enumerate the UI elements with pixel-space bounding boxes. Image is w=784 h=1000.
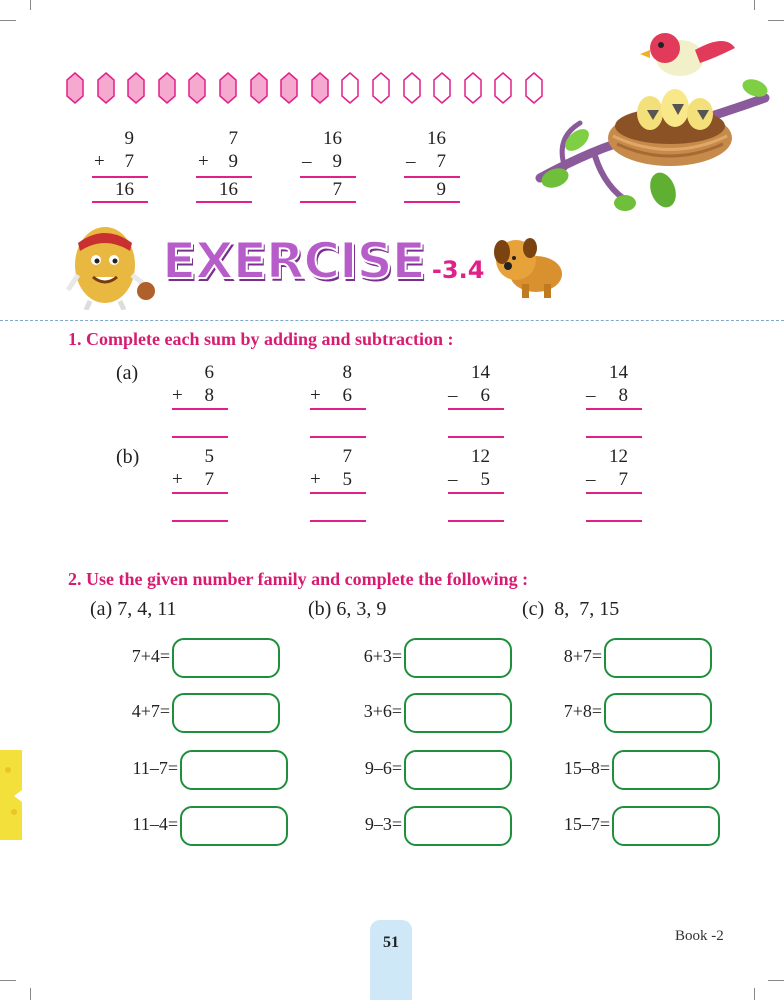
hexagon-empty [464,72,482,104]
sum-operator: – [586,385,596,406]
example-result: 7 [332,179,342,200]
equation-label: 3+6= [363,701,402,721]
sum-operator: + [310,385,321,406]
example-answer-line [196,201,252,203]
book-label: Book -2 [675,928,724,944]
hexagon-filled [66,72,84,104]
hexagon-empty [341,72,359,104]
sum-bottom-number: 6 [480,385,490,406]
sum-bottom-number: 8 [204,385,214,406]
answer-box[interactable] [404,806,512,846]
family-a: (a) 7, 4, 11 [90,598,177,620]
exercise-number: -3.4 [431,256,485,284]
sum-top-number: 14 [471,362,490,383]
crop-mark [0,20,16,21]
family-b: (b) 6, 3, 9 [308,598,387,620]
sum-top-number: 8 [342,362,352,383]
example-result: 16 [219,179,238,200]
crop-mark [768,20,784,21]
answer-box[interactable] [612,806,720,846]
sum-top-number: 7 [342,446,352,467]
example-answer-line [92,201,148,203]
crop-mark [30,988,31,1000]
q1-row-label: (a) [116,362,139,384]
example-top-number: 7 [228,128,238,149]
page-number: 51 [383,934,399,951]
example-operator: + [94,151,105,172]
answer-box[interactable] [404,693,512,733]
sum-rule [172,492,228,494]
equation-label: 9–3= [364,814,402,834]
equation-label: 15–7= [563,814,610,834]
hexagon-filled [127,72,145,104]
sum-bottom-number: 7 [618,469,628,490]
equation-label: 7+8= [563,701,602,721]
example-rule [92,176,148,178]
page-number-tab [370,920,412,1000]
crop-mark [768,980,784,981]
q1-heading: 1. Complete each sum by adding and subtraction : [68,329,454,349]
crop-mark [0,980,16,981]
sum-rule [310,492,366,494]
hexagon-filled [97,72,115,104]
sum-bottom-number: 8 [618,385,628,406]
sum-operator: – [448,385,458,406]
equation-label: 9–6= [364,758,402,778]
hexagon-empty [494,72,512,104]
sum-operator: – [448,469,458,490]
equation-label: 11–4= [132,814,178,834]
hexagon-filled [250,72,268,104]
sum-answer-line[interactable] [586,436,642,438]
section-divider [0,320,784,321]
example-bottom-number: 7 [124,151,134,172]
hexagon-empty [433,72,451,104]
example-result: 16 [115,179,134,200]
hexagon-filled [188,72,206,104]
equation-label: 6+3= [363,646,402,666]
example-bottom-number: 9 [228,151,238,172]
example-answer-line [404,201,460,203]
sum-answer-line[interactable] [448,436,504,438]
hexagon-filled [280,72,298,104]
sum-operator: + [172,469,183,490]
answer-box[interactable] [404,638,512,678]
crop-mark [30,0,31,10]
sum-operator: + [310,469,321,490]
sum-answer-line[interactable] [172,436,228,438]
example-top-number: 16 [427,128,446,149]
sum-top-number: 12 [471,446,490,467]
equation-label: 11–7= [132,758,178,778]
potato-mascot-illustration [60,215,170,310]
sum-top-number: 12 [609,446,628,467]
equation-label: 7+4= [131,646,170,666]
family-c: (c) 8, 7, 15 [522,598,620,620]
sum-answer-line[interactable] [448,520,504,522]
sum-operator: – [586,469,596,490]
example-bottom-number: 9 [332,151,342,172]
answer-box[interactable] [180,806,288,846]
hexagon-empty [372,72,390,104]
example-rule [196,176,252,178]
sum-bottom-number: 7 [204,469,214,490]
exercise-title-text: EXERCISE [162,232,425,290]
answer-box[interactable] [604,638,712,678]
example-top-number: 16 [323,128,342,149]
q1-row-label: (b) [116,446,140,468]
sum-bottom-number: 5 [342,469,352,490]
example-operator: – [302,151,312,172]
example-result: 9 [436,179,446,200]
sum-rule [448,492,504,494]
sum-rule [448,408,504,410]
answer-box[interactable] [404,750,512,790]
crop-mark [754,988,755,1000]
hexagon-filled [158,72,176,104]
equation-label: 15–8= [563,758,610,778]
example-operator: – [406,151,416,172]
equation-label: 8+7= [563,646,602,666]
sum-bottom-number: 6 [342,385,352,406]
example-rule [300,176,356,178]
sum-answer-line[interactable] [310,520,366,522]
sum-top-number: 14 [609,362,628,383]
hexagon-empty [403,72,421,104]
hexagon-filled [311,72,329,104]
q2-heading: 2. Use the given number family and complete the following : [68,569,529,589]
example-rule [404,176,460,178]
sum-rule [172,408,228,410]
sum-answer-line[interactable] [310,436,366,438]
example-operator: + [198,151,209,172]
sum-top-number: 6 [204,362,214,383]
sum-rule [586,492,642,494]
answer-box[interactable] [604,693,712,733]
example-answer-line [300,201,356,203]
puppy-illustration [488,232,568,302]
answer-box[interactable] [180,750,288,790]
crop-mark [754,0,755,10]
equation-label: 4+7= [131,701,170,721]
exercise-title [162,232,484,290]
example-bottom-number: 7 [436,151,446,172]
sum-top-number: 5 [204,446,214,467]
answer-box[interactable] [172,638,280,678]
sum-answer-line[interactable] [172,520,228,522]
answer-box[interactable] [612,750,720,790]
sum-bottom-number: 5 [480,469,490,490]
example-top-number: 9 [124,128,134,149]
sum-rule [586,408,642,410]
answer-box[interactable] [172,693,280,733]
side-tab-decoration [0,750,26,840]
sum-rule [310,408,366,410]
sum-operator: + [172,385,183,406]
sum-answer-line[interactable] [586,520,642,522]
bird-nest-illustration [535,28,770,218]
hexagon-filled [219,72,237,104]
